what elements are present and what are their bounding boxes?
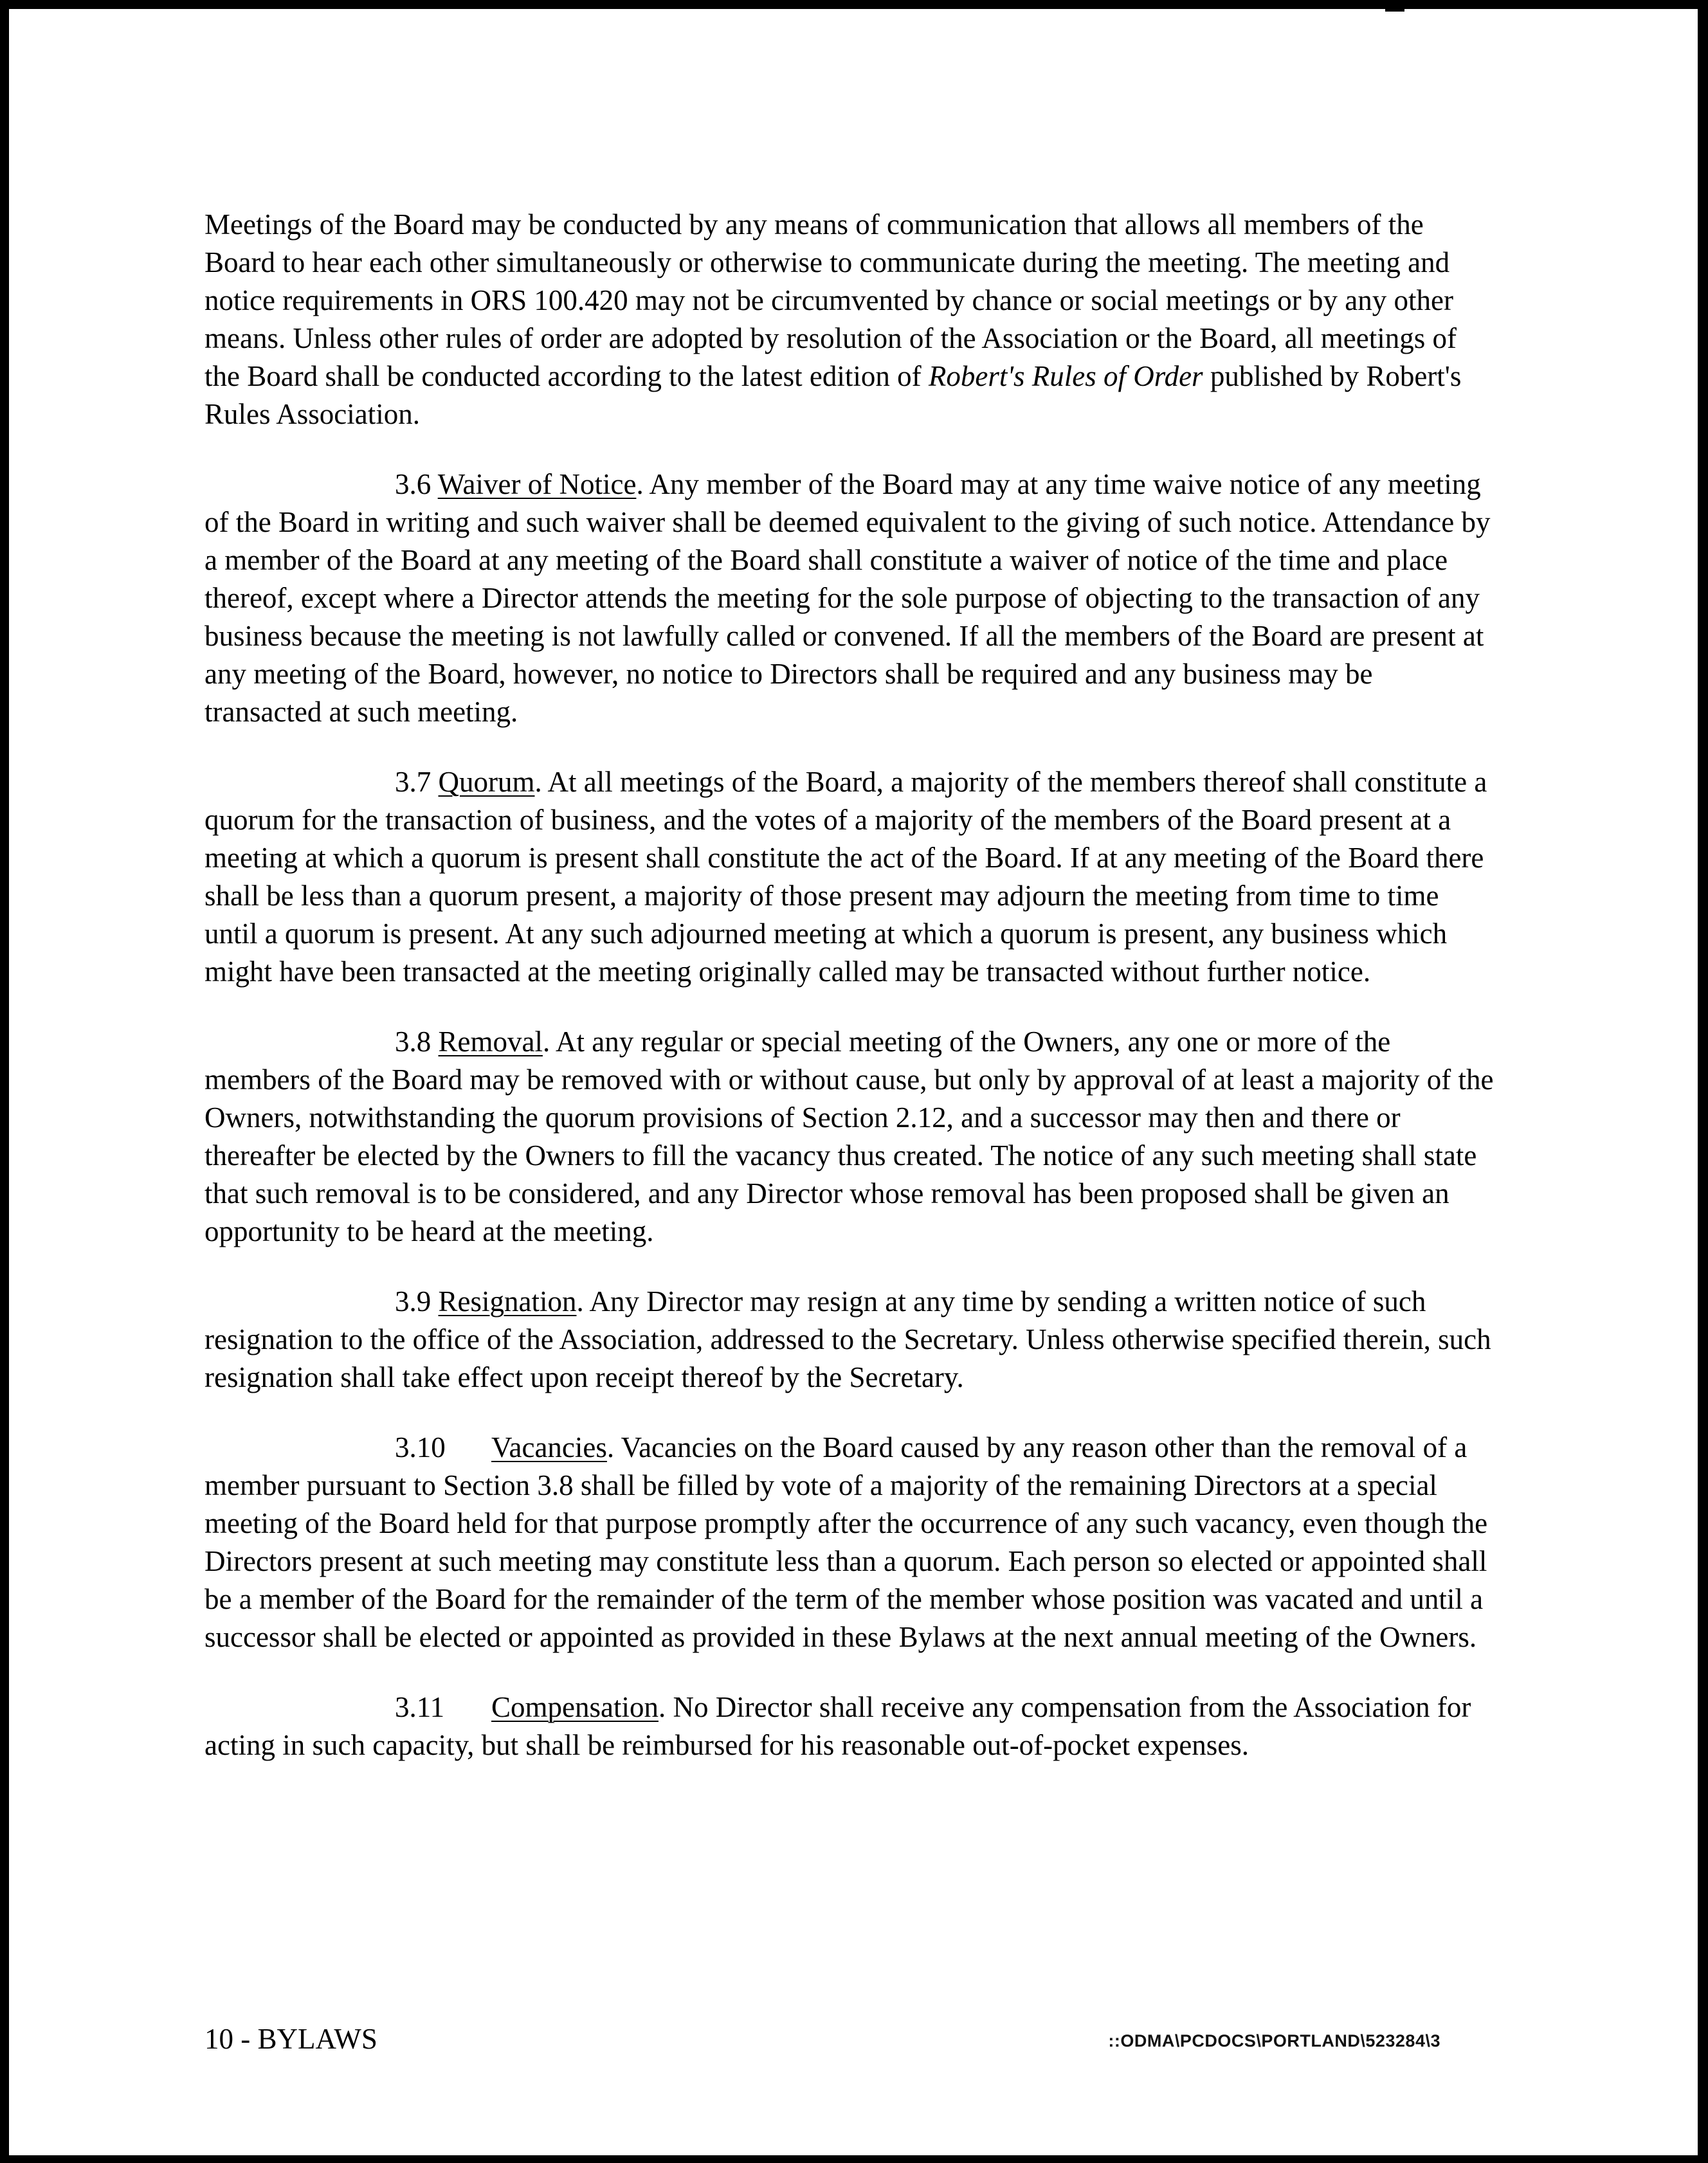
section-number: 3.6	[395, 468, 432, 500]
section-3-7	[204, 763, 1497, 991]
footer-doc-path: ::ODMA\PCDOCS\PORTLAND\523284\3	[1108, 2031, 1440, 2050]
section-text: . Any member of the Board may at any time waive notice of any meeting of the Board in writing and such waiver shall be deemed equivalent to the giving of such notice. Attendance by a member of the Board at any meeting of the Board shall constitute a waiver of notice of the time and place thereof, except where a Director attends the meeting for the sole purpose of objecting to the transaction of any business because the meeting is not lawfully called or convened. If all the members of the Board are present at any meeting of the Board, however, no notice to Directors shall be required and any business may be transacted at such meeting.	[204, 468, 1491, 728]
document-body	[204, 206, 1497, 1796]
section-text: . No Director shall receive any compensation from the Association for acting in such capacity, but shall be reimbursed for his reasonable out-of-pocket expenses.	[204, 1691, 1471, 1761]
section-title: Removal	[438, 1026, 543, 1058]
rules-of-order-title: Robert's Rules of Order	[928, 360, 1203, 392]
footer-page-label: 10 - BYLAWS	[204, 2023, 377, 2055]
section-3-9	[204, 1283, 1497, 1397]
paragraph-meetings	[204, 206, 1497, 433]
section-number: 3.10	[395, 1431, 446, 1463]
section-title: Waiver of Notice	[437, 468, 637, 500]
section-text: . At any regular or special meeting of the Owners, any one or more of the members of the Board may be removed with or without cause, but only by approval of at least a majority of the Owners, notwithstanding the quorum provisions of Section 2.12, and a successor may then and there or thereafter be elected by the Owners to fill the vacancy thus created. The notice of any such meeting shall state that such removal is to be considered, and any Director whose removal has been proposed shall be given an opportunity to be heard at the meeting.	[204, 1026, 1494, 1247]
section-number: 3.7	[395, 766, 432, 798]
section-number: 3.11	[395, 1691, 445, 1723]
section-title: Quorum	[438, 766, 535, 798]
section-text: . At all meetings of the Board, a majority of the members thereof shall constitute a quorum for the transaction of business, and the votes of a majority of the members of the Board present at a meeting at which a quorum is present shall constitute the act of the Board. If at any meeting of the Board there shall be less than a quorum present, a majority of those present may adjourn the meeting from time to time until a quorum is present. At any such adjourned meeting at which a quorum is present, any business which might have been transacted at the meeting originally called may be transacted without further notice.	[204, 766, 1487, 988]
section-title: Vacancies	[491, 1431, 607, 1463]
section-text: . Vacancies on the Board caused by any reason other than the removal of a member pursuant to Section 3.8 shall be filled by vote of a majority of the remaining Directors at a special meeting of the Board held for that purpose promptly after the occurrence of any such vacancy, even though the Directors present at such meeting may constitute less than a quorum. Each person so elected or appointed shall be a member of the Board for the remainder of the term of the member whose position was vacated and until a successor shall be elected or appointed as provided in these Bylaws at the next annual meeting of the Owners.	[204, 1431, 1488, 1653]
section-text: . Any Director may resign at any time by sending a written notice of such resignation to the office of the Association, addressed to the Secretary. Unless otherwise specified therein, such resignation shall take effect upon receipt thereof by the Secretary.	[204, 1285, 1491, 1393]
section-3-11	[204, 1688, 1497, 1764]
paragraph-text: Meetings of the Board may be conducted by any means of communication that allows all members of the Board to hear each other simultaneously or otherwise to communicate during the meeting. The meeting and notice requirements in ORS 100.420 may not be circumvented by chance or social meetings or by any other means. Unless other rules of order are adopted by resolution of the Association or the Board, all meetings of the Board shall be conducted according to the latest edition of	[204, 208, 1457, 392]
section-title: Resignation	[438, 1285, 577, 1317]
section-3-8	[204, 1023, 1497, 1251]
scan-mark	[1385, 9, 1404, 12]
section-3-10	[204, 1429, 1497, 1656]
section-number: 3.9	[395, 1285, 432, 1317]
paragraph-text: published by Robert's Rules Association.	[204, 360, 1462, 430]
section-3-6	[204, 466, 1497, 731]
section-title: Compensation	[491, 1691, 659, 1723]
section-number: 3.8	[395, 1026, 432, 1058]
